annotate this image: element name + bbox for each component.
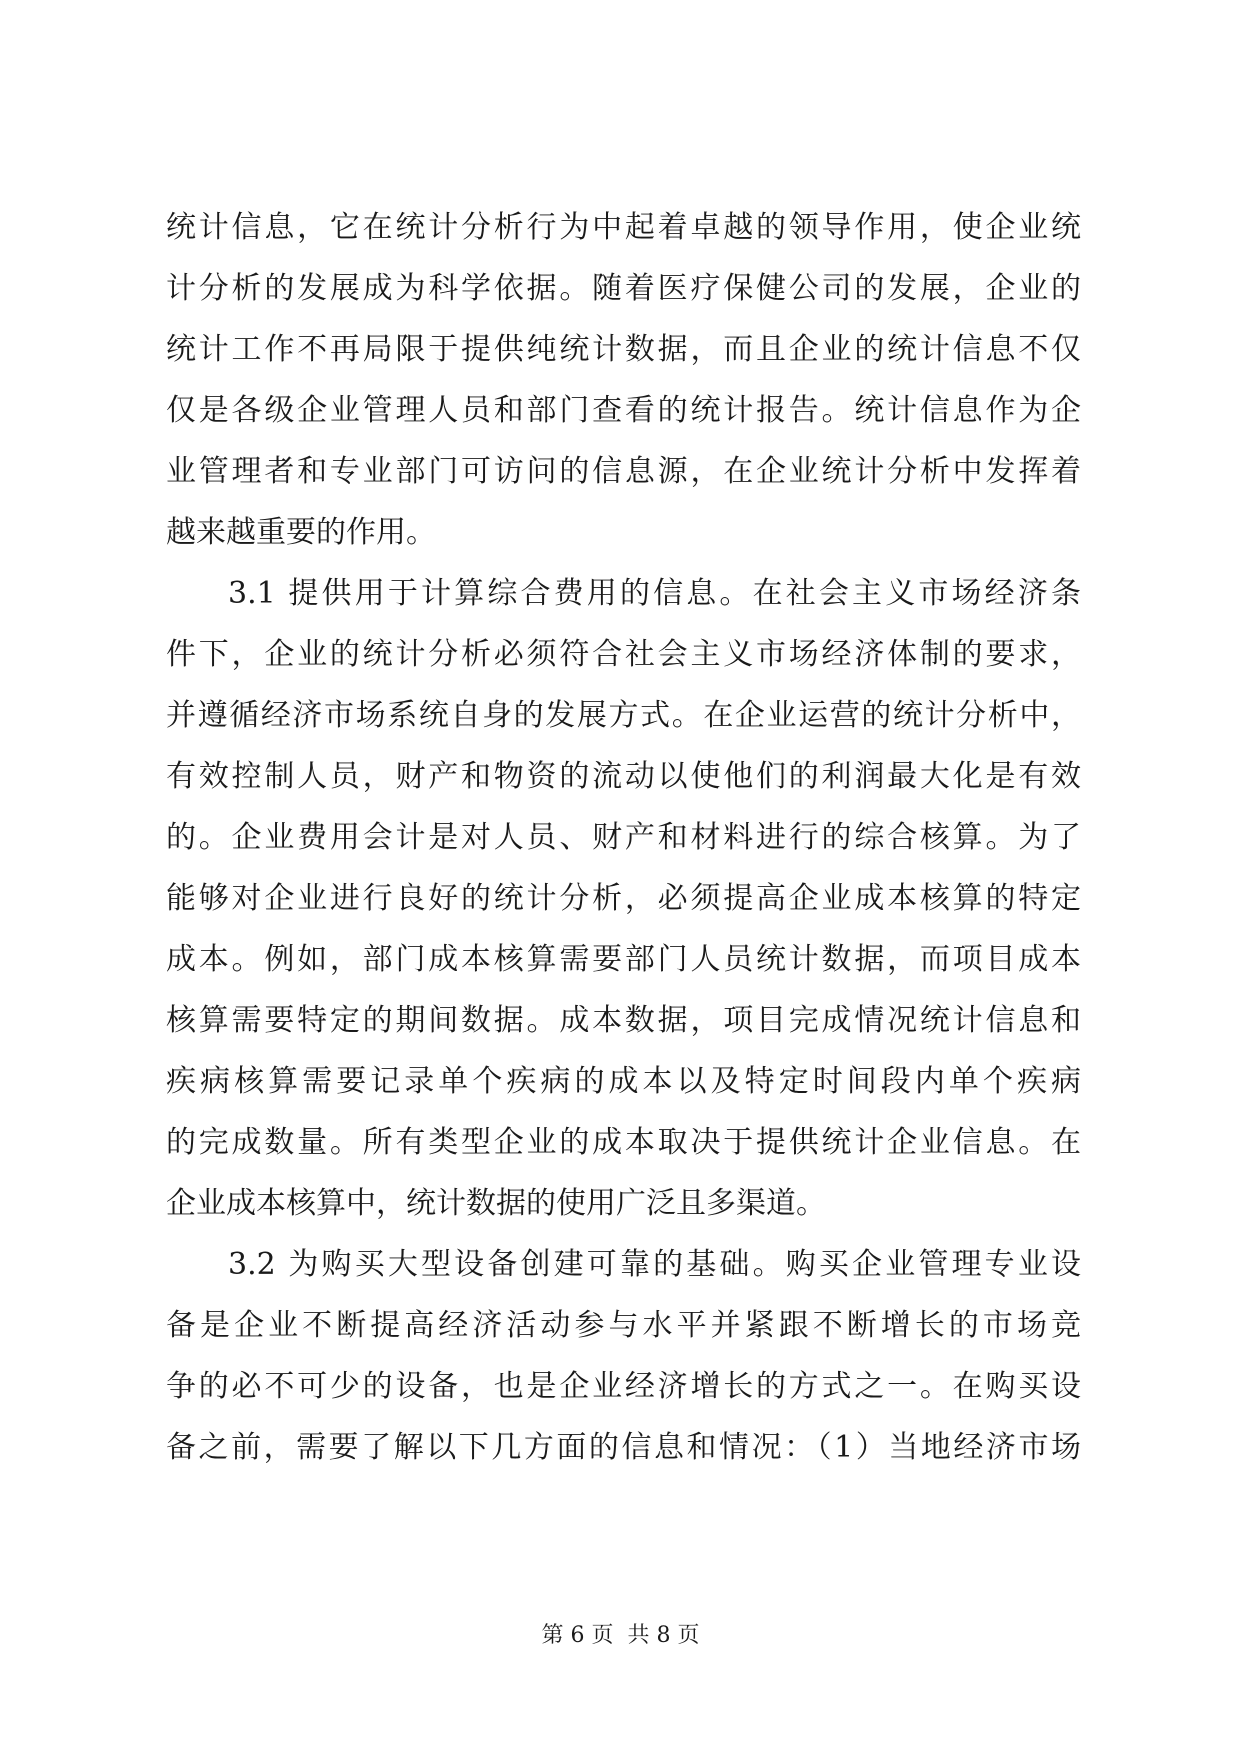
text-line: 越来越重要的作用。 bbox=[166, 515, 436, 550]
text-line: 件下，企业的统计分析必须符合社会主义市场经济体制的要求， bbox=[166, 637, 1081, 672]
text-line: 业管理者和专业部门可访问的信息源，在企业统计分析中发挥着 bbox=[166, 454, 1081, 489]
text-line: 能够对企业进行良好的统计分析，必须提高企业成本核算的特定 bbox=[166, 881, 1081, 916]
text-line: 的。企业费用会计是对人员、财产和材料进行的综合核算。为了 bbox=[166, 820, 1081, 855]
text-line: 统计信息，它在统计分析行为中起着卓越的领导作用，使企业统 bbox=[166, 210, 1081, 245]
section-3-2-first-line: 3.2 为购买大型设备创建可靠的基础。购买企业管理专业设 bbox=[228, 1247, 1081, 1282]
text-line: 成本。例如，部门成本核算需要部门人员统计数据，而项目成本 bbox=[166, 942, 1081, 977]
text-line: 企业成本核算中，统计数据的使用广泛且多渠道。 bbox=[166, 1186, 826, 1221]
text-line: 争的必不可少的设备，也是企业经济增长的方式之一。在购买设 bbox=[166, 1369, 1081, 1404]
text-line: 统计工作不再局限于提供纯统计数据，而且企业的统计信息不仅 bbox=[166, 332, 1081, 367]
text-line: 并遵循经济市场系统自身的发展方式。在企业运营的统计分析中， bbox=[166, 698, 1081, 733]
text-line: 备是企业不断提高经济活动参与水平并紧跟不断增长的市场竞 bbox=[166, 1308, 1081, 1343]
text-line: 核算需要特定的期间数据。成本数据，项目完成情况统计信息和 bbox=[166, 1003, 1081, 1038]
text-line: 备之前，需要了解以下几方面的信息和情况：（1）当地经济市场 bbox=[166, 1430, 1081, 1465]
text-line: 有效控制人员，财产和物资的流动以使他们的利润最大化是有效 bbox=[166, 759, 1081, 794]
text-line: 的完成数量。所有类型企业的成本取决于提供统计企业信息。在 bbox=[166, 1125, 1081, 1160]
text-line: 仅是各级企业管理人员和部门查看的统计报告。统计信息作为企 bbox=[166, 393, 1081, 428]
text-line: 计分析的发展成为科学依据。随着医疗保健公司的发展，企业的 bbox=[166, 271, 1081, 306]
section-3-1-first-line: 3.1 提供用于计算综合费用的信息。在社会主义市场经济条 bbox=[228, 576, 1081, 611]
text-line: 疾病核算需要记录单个疾病的成本以及特定时间段内单个疾病 bbox=[166, 1064, 1081, 1099]
page-number-footer: 第 6 页 共 8 页 bbox=[541, 1623, 700, 1648]
